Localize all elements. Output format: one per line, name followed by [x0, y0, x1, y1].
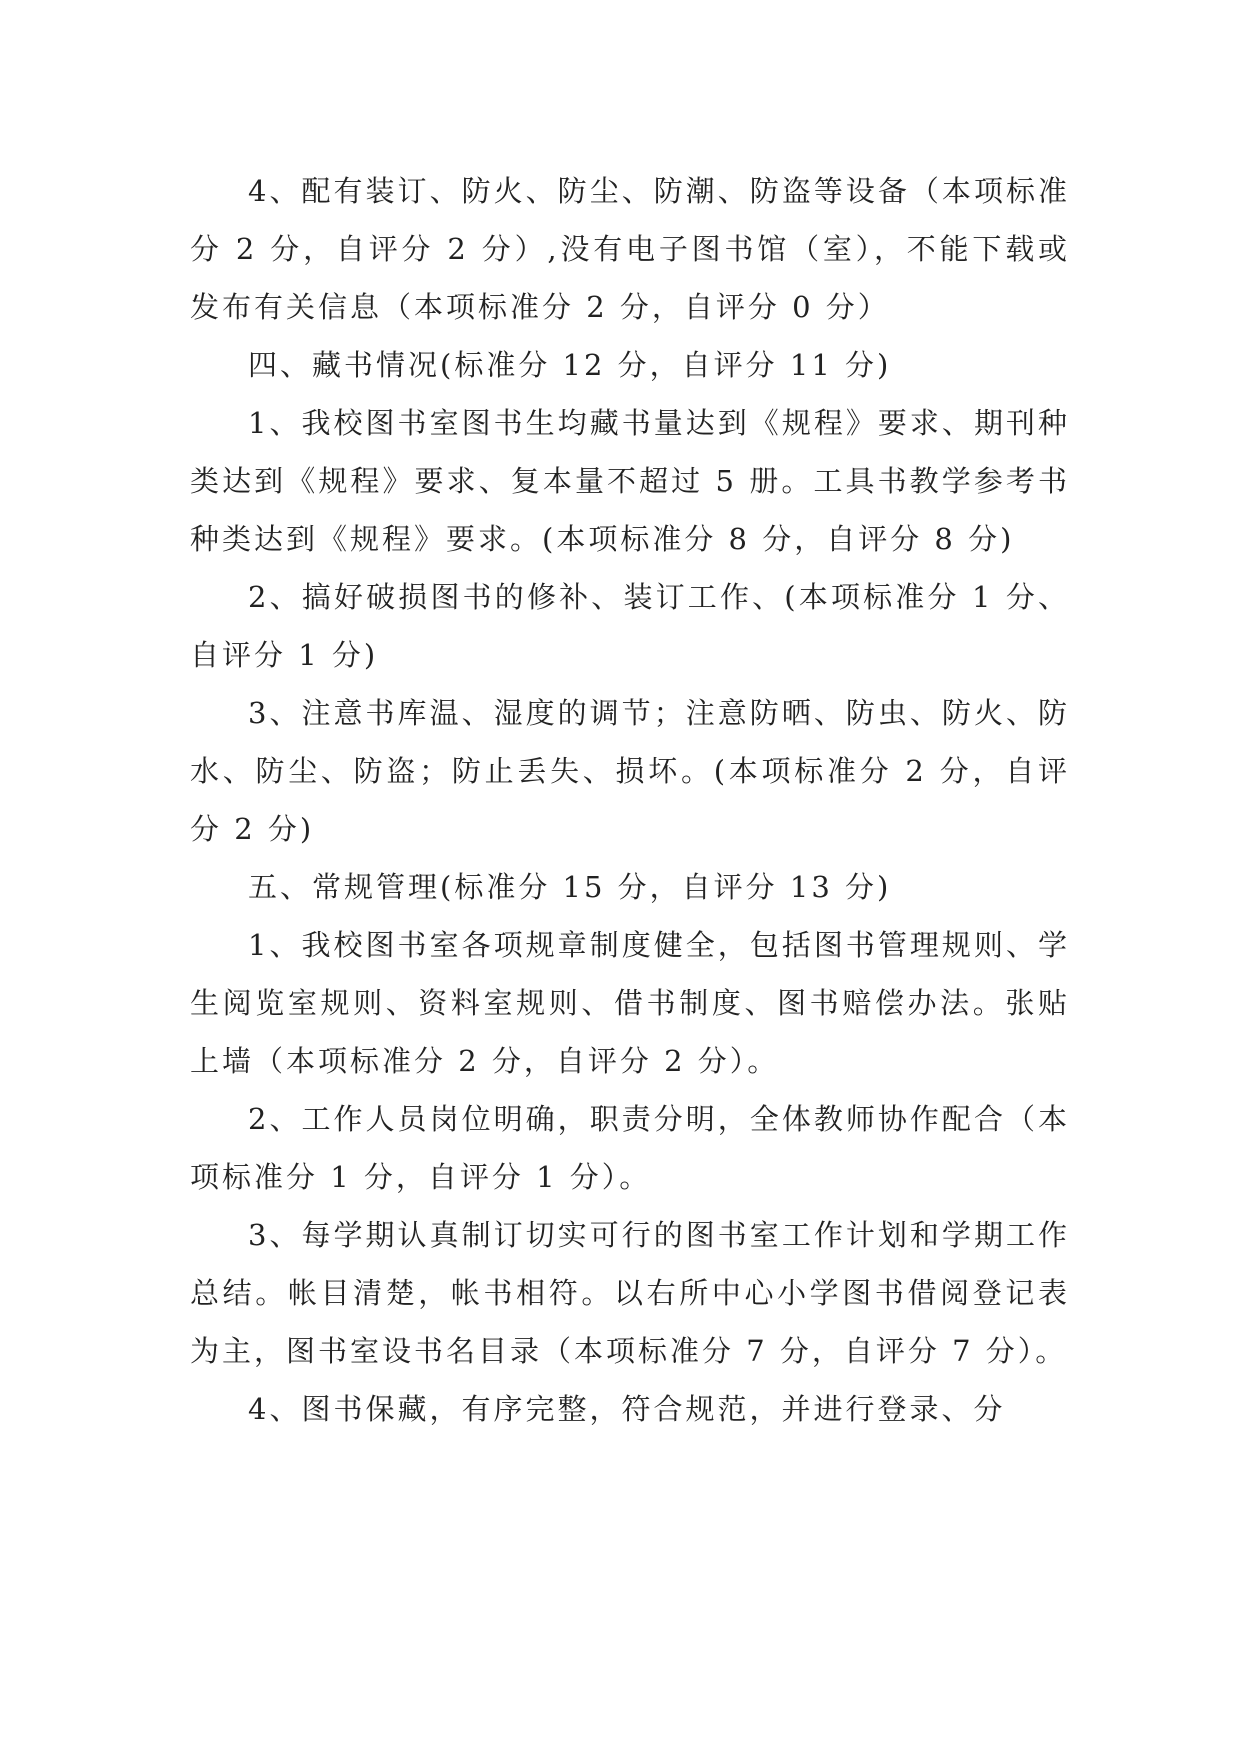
paragraph-book-repair: 2、搞好破损图书的修补、装订工作、(本项标准分 1 分、自评分 1 分): [190, 580, 1070, 672]
paragraph-collection-volume: 1、我校图书室图书生均藏书量达到《规程》要求、期刊种类达到《规程》要求、复本量不超过 5 册。工具书教学参考书种类达到《规程》要求。(本项标准分 8 分，自评分 8 分): [190, 406, 1070, 556]
paragraph-work-plan: 3、每学期认真制订切实可行的图书室工作计划和学期工作总结。帐目清楚，帐书相符。以右所中心小学图书借阅登记表为主，图书室设书名目录（本项标准分 7 分，自评分 7 分）。: [190, 1218, 1070, 1368]
paragraph-staff-duties: 2、工作人员岗位明确，职责分明，全体教师协作配合（本项标准分 1 分，自评分 1 分）。: [190, 1102, 1070, 1194]
paragraph-storage-conditions: 3、注意书库温、湿度的调节；注意防晒、防虫、防火、防水、防尘、防盗；防止丢失、损坏。(本项标准分 2 分，自评分 2 分): [190, 696, 1070, 846]
document-body: [190, 162, 1070, 1438]
paragraph-book-keeping: 4、图书保藏，有序完整，符合规范，并进行登录、分: [248, 1392, 1006, 1426]
heading-collection: 四、藏书情况(标准分 12 分，自评分 11 分): [248, 348, 892, 382]
heading-routine-management: 五、常规管理(标准分 15 分，自评分 13 分): [248, 870, 892, 904]
paragraph-rules: 1、我校图书室各项规章制度健全，包括图书管理规则、学生阅览室规则、资料室规则、借书制度、图书赔偿办法。张贴上墙（本项标准分 2 分，自评分 2 分）。: [190, 928, 1070, 1078]
paragraph-equipment: 4、配有装订、防火、防尘、防潮、防盗等设备（本项标准分 2 分，自评分 2 分）,没有电子图书馆（室），不能下载或发布有关信息（本项标准分 2 分，自评分 0 分）: [190, 174, 1070, 324]
